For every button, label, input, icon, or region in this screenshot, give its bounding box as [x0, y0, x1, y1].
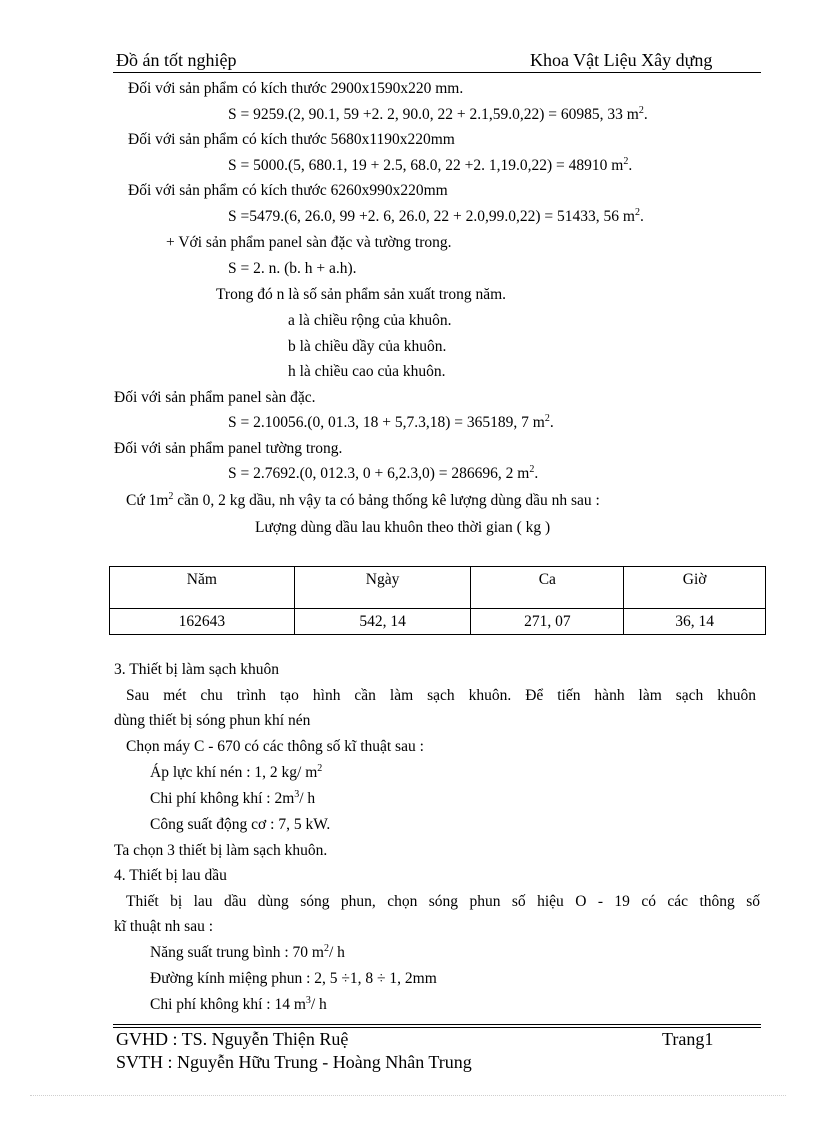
formula-line: S = 9259.(2, 90.1, 59 +2. 2, 90.0, 22 + 2.1,59.0,22) = 60985, 33 $m^2$.: [228, 104, 648, 123]
text-line: Đối với sản phẩm có kích thước 6260x990x220mm: [128, 182, 448, 199]
text-line: h là chiều cao của khuôn.: [288, 363, 446, 380]
formula-line: S =5479.(6, 26.0, 99 +2. 6, 26.0, 22 + 2.0,99.0,22) = 51433, 56 $m^2$.: [228, 206, 644, 225]
formula-line: S = 2.10056.(0, 01.3, 18 + 5,7.3,18) = 365189, 7 $m^2$.: [228, 412, 554, 431]
value-day: 542, 14: [294, 609, 471, 635]
header-year: Năm: [110, 567, 295, 609]
spec-line: Công suất động cơ : 7, 5 kW.: [150, 816, 331, 833]
text-line: Trong đó n là số sản phẩm sản xuất trong năm.: [216, 286, 507, 303]
text-line: Thiết bị lau dầu dùng sóng phun, chọn sóng phun số hiệu O - 19 có các thông số: [126, 893, 760, 910]
spec-line: Chi phí không khí : 14 $m^3/$ h: [150, 994, 327, 1013]
formula-line: S = 5000.(5, 680.1, 19 + 2.5, 68.0, 22 +2. 1,19.0,22) = 48910 $m^2$.: [228, 155, 633, 174]
table-row: [110, 609, 766, 635]
text-line: Chọn máy C - 670 có các thông số kĩ thuật sau :: [126, 738, 424, 755]
value-shift: 271, 07: [471, 609, 624, 635]
header-hour: Giờ: [624, 567, 766, 609]
table-caption: Lượng dùng dầu lau khuôn theo thời gian ( kg ): [255, 519, 551, 536]
text-line: dùng thiết bị sóng phun khí nén: [114, 712, 311, 729]
page-edge-dots: [30, 1095, 786, 1096]
value-year: 162643: [110, 609, 295, 635]
text-line: Sau mét chu trình tạo hình cần làm sạch khuôn. Để tiến hành làm sạch khuôn: [126, 687, 756, 704]
header-left: Đồ án tốt nghiệp: [116, 50, 237, 70]
text-line: Đối với sản phẩm có kích thước 2900x1590x220 mm.: [128, 80, 464, 97]
section-3-title: 3. Thiết bị làm sạch khuôn: [114, 661, 280, 678]
text-line: Đối với sản phẩm có kích thước 5680x1190x220mm: [128, 131, 455, 148]
spec-line: Áp lực khí nén : 1, 2 kg/ $m^2$: [150, 762, 323, 781]
footer-rule: [113, 1024, 761, 1025]
oil-usage-table: [109, 566, 766, 635]
text-line: + Với sản phẩm panel sàn đặc và tường trong.: [166, 234, 452, 251]
formula-line: S = 2.7692.(0, 012.3, 0 + 6,2.3,0) = 286696, 2 $m^2$.: [228, 463, 539, 482]
header-rule: [113, 72, 761, 73]
text-line: Đối với sản phẩm panel sàn đặc.: [114, 389, 316, 406]
text-line: Đối với sản phẩm panel tường trong.: [114, 440, 343, 457]
spec-line: Đường kính miệng phun : 2, 5 ÷1, 8 ÷ 1, 2mm: [150, 970, 437, 987]
text-line: kĩ thuật nh sau :: [114, 918, 214, 935]
text-line: a là chiều rộng của khuôn.: [288, 312, 452, 329]
footer-svth: SVTH : Nguyễn Hữu Trung - Hoàng Nhân Trung: [116, 1052, 472, 1072]
header-right: Khoa Vật Liệu Xây dựng: [530, 50, 713, 70]
header-shift: Ca: [471, 567, 624, 609]
table-header-row: [110, 567, 766, 609]
text-line: Ta chọn 3 thiết bị làm sạch khuôn.: [114, 842, 328, 859]
text-line: Cứ $1m^2$ cần 0, 2 kg dầu, nh vậy ta có bảng thống kê lượng dùng dầu nh sau :: [126, 490, 600, 509]
section-4-title: 4. Thiết bị lau dầu: [114, 867, 227, 884]
value-hour: 36, 14: [624, 609, 766, 635]
formula-line: S = 2. n. (b. h + a.h).: [228, 260, 357, 277]
footer-gvhd: GVHD : TS. Nguyễn Thiện Ruệ: [116, 1029, 349, 1049]
spec-line: Chi phí không khí : $2m^3/$ h: [150, 788, 316, 807]
text-line: b là chiều dầy của khuôn.: [288, 338, 447, 355]
footer-rule-2: [113, 1027, 761, 1028]
spec-line: Năng suất trung bình : 70 $m^2/$ h: [150, 942, 345, 961]
page-number: Trang1: [662, 1029, 714, 1049]
header-day: Ngày: [294, 567, 471, 609]
